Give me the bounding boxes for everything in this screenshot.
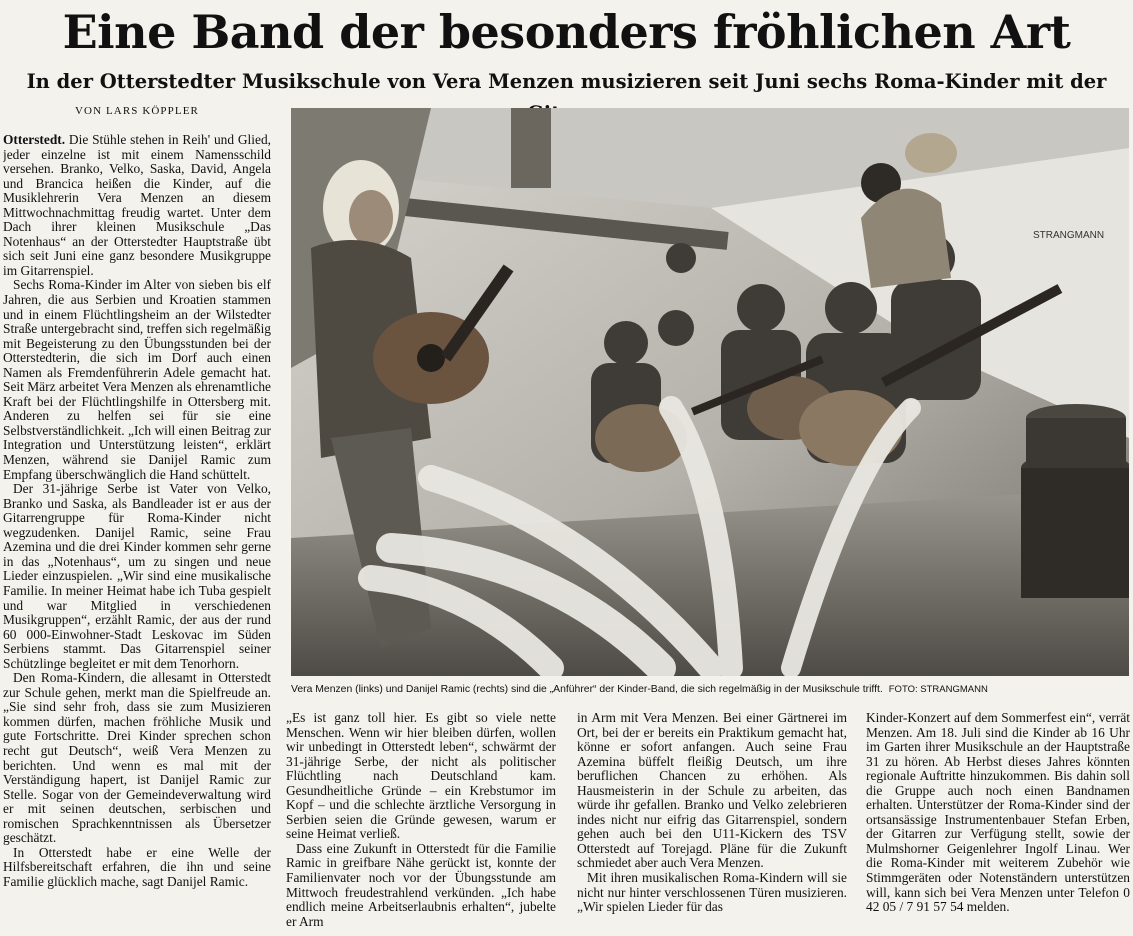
paragraph: Sechs Roma-Kinder im Alter von sieben bis elf Jahren, die aus Serbien und Kroatien stammen und in einem Flüchtlingsheim an der Wilstedter Straße untergebracht sind, treffen sich regelmäßig mit Begeisterung zu den Übungsstunden bei der Otterstedterin, die sich im Dorf auch einen Namen als Fremdenführerin Adele gemacht hat. Seit März arbeitet Vera Menzen als ehrenamtliche Kraft bei der Flüchtlingshilfe in Ottersberg mit. Anderen zu helfen sei für sie eine Selbstverständlichkeit. „Ich will einen Beitrag zur Integration und Unterstützung leisten“, erklärt Menzen, während sie Danijel Ramic zum Empfang überschwänglich die Hand schüttelt. [3, 277, 271, 482]
paragraph: Den Roma-Kindern, die allesamt in Otterstedt zur Schule gehen, merkt man die Spielfreude an. „Sie sind sehr froh, dass sie zum Musizieren kommen dürfen, machen fröhliche Musik und gute Fortschritte. Drei Kinder sprechen schon recht gut Deutsch“, weiß Vera Menzen zu berichten. Und wenn es mal mit der Verständigung hapert, ist Danijel Ramic zur Stelle. Sogar von der Gemeindeverwaltung wird er mit seinen deutschen, serbischen und romischen Sprachkenntnissen als Übersetzer geschätzt. [3, 670, 271, 846]
paragraph-text: Die Stühle stehen in Reih' und Glied, jeder einzelne ist mit einem Namensschild versehen. Branko, Velko, Saska, David, Angela und Brancica heißen die Kinder, auf die Musiklehrerin Vera Menzen an diesem Mittwochnachmittag freudig wartet. Unter dem Dach ihrer kleinen Musikschule „Das Notenhaus“ an der Otterstedter Hauptstraße übt sich seit Juni eine ganz besondere Musikgruppe im Gitarrenspiel. [3, 133, 271, 278]
dateline: Otterstedt. [3, 133, 66, 147]
paragraph: Kinder-Konzert auf dem Sommerfest ein“, verrät Menzen. Am 18. Juli sind die Kinder ab 16 Uhr im Garten ihrer Musikschule an der Hauptstraße 31 zu hören. Ab Herbst dieses Jahres könnten regionale Auftritte hinzukommen. Bis dahin soll die Gruppe auch noch einen Bandnamen erhalten. Unterstützer der Roma-Kinder sind der ortsansässige Instrumentenbauer Stefan Erben, der Gitarren zur Verfügung stellt, sowie der Mulmshorner Geigenlehrer Ingolf Linau. Wer die Roma-Kinder mit weiterem Zubehör wie Stimmgeräten oder Notenständern unterstützen will, kann sich bei Vera Menzen unter Telefon 0 42 05 / 7 91 57 54 melden. [866, 711, 1130, 915]
paragraph: Der 31-jährige Serbe ist Vater von Velko, Branko und Saska, als Bandleader ist er aus der Gitarrengruppe für Roma-Kinder nicht wegzudenken. Danijel Ramic, seine Frau Azemina und die drei Kinder kommen sehr gerne in das „Notenhaus“, um zu singen und neue Lieder einzuspielen. „Wir sind eine musikalische Familie. In meiner Heimat habe ich Tuba gespielt und war Mitglied in verschiedenen Musikgruppen“, erzählt Ramic, der aus der rund 60 000-Einwohner-Stadt Leskovac im Süden Serbiens stammt. Das Gitarrenspiel seiner Schützlinge begleitet er mit dem Tenorhorn. [3, 481, 271, 671]
wall-sign: STRANGMANN [1033, 230, 1105, 241]
headline: Eine Band der besonders fröhlichen Art [62, 5, 1071, 59]
paragraph: Dass eine Zukunft in Otterstedt für die Familie Ramic in greifbare Nähe gerückt ist, konnte der Familienvater noch vor der Übungsstunde am Mittwoch freudestrahlend verkünden. „Ich habe endlich meine Arbeitserlaubnis erhalten“, jubelte er Arm [286, 840, 556, 929]
article-column-2 [286, 711, 556, 929]
article-column-4 [866, 711, 1130, 929]
subheadline: In der Otterstedter Musikschule von Vera Menzen musizieren seit Juni sechs Roma-Kinder mit der [26, 70, 1107, 93]
article-column-3 [577, 711, 847, 929]
photo-credit: FOTO: STRANGMANN [888, 684, 988, 695]
paragraph: „Es ist ganz toll hier. Es gibt so viele nette Menschen. Wenn wir hier bleiben dürfen, wollen wir unbedingt in Otterstedt leben“, schwärmt der 31-jährige Serbe, der nicht als politischer Flüchtling nach Deutschland kam. Gesundheitliche Gründe – ein Krebstumor im Kopf – und die schlechte ärztliche Versorgung in Serbien seien die Gründe gewesen, warum er seine Heimat verließ. [286, 711, 556, 842]
paragraph [3, 133, 271, 278]
paragraph: in Arm mit Vera Menzen. Bei einer Gärtnerei im Ort, bei der er bereits ein Praktikum gemacht hat, könne er sofort anfangen. Auch seine Frau Azemina büffelt fleißig Deutsch, um ihre beruflichen Chancen zu erhöhen. Als Hausmeisterin in der Schule zu arbeiten, das würde ihr gefallen. Branko und Velko zelebrieren indes nicht nur eifrig das Gitarrenspiel, sondern gehen auch bei den U11-Kickern des TSV Otterstedt auf Torejagd. Pläne für die Zukunft schmiedet aber auch Vera Menzen. [577, 711, 847, 871]
article-photo [291, 108, 1129, 676]
caption-text: Vera Menzen (links) und Danijel Ramic (rechts) sind die „Anführer“ der Kinder-Band, die sich regelmäßig in der Musikschule trifft. [291, 684, 883, 695]
paragraph: In Otterstedt habe er eine Welle der Hilfsbereitschaft erfahren, die ihn und seine Familie glücklich mache, sagt Danijel Ramic. [3, 844, 271, 889]
paragraph: Mit ihren musikalischen Roma-Kindern will sie nicht nur hinter verschlossenen Türen musizieren. „Wir spielen Lieder für das [577, 870, 847, 915]
article-column-1 [3, 133, 271, 928]
photo-caption [291, 682, 1129, 698]
photo-illustration [291, 108, 1129, 676]
byline: VON LARS KÖPPLER [75, 105, 199, 117]
